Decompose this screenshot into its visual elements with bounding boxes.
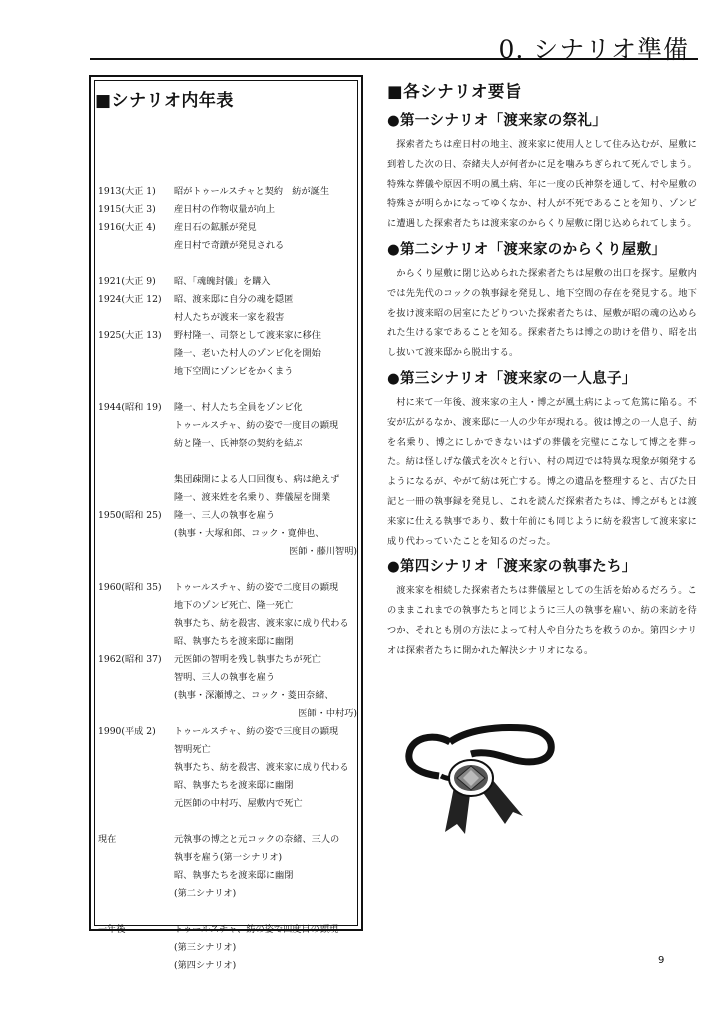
scenario-body: からくり屋敷に閉じ込められた探索者たちは屋敷の出口を探す。屋敷内では先先代のコックの執事録を発見し、地下空間の存在を発見する。地下を抜け渡来昭の居室にたどりついた探索者たちは、屋敷が昭の魂の込められた生ける家であることを知る。探索者たちは博之の助けを借り、昭を出し抜いて渡来邸から脱出する。 xyxy=(387,267,697,359)
timeline-row xyxy=(98,363,357,381)
timeline-row xyxy=(98,201,357,219)
timeline-event: 隆一、渡来姓を名乗り、葬儀屋を開業 xyxy=(174,492,331,503)
timeline-row xyxy=(98,507,357,525)
scenario-body: 渡来家を相続した探索者たちは葬儀屋としての生活を始めるだろう。このままこれまでの執事たちと同じように三人の執事を雇い、紡の来訪を待つか、それとも別の方法によって村人や自分たちを救うのか。第四シナリオは探索者たちに開かれた解決シナリオになる。 xyxy=(387,585,697,656)
timeline-event: (執事・深瀬博之、コック・菱田奈緒、 xyxy=(174,690,334,701)
timeline-row xyxy=(98,741,357,759)
timeline-event: (第四シナリオ) xyxy=(174,960,237,971)
timeline-event: 元執事の博之と元コックの奈緒、三人の xyxy=(174,834,340,845)
timeline-row xyxy=(98,579,357,597)
timeline-date: 現在 xyxy=(98,834,117,845)
timeline-event: 昭、渡来邸に自分の魂を隠匿 xyxy=(174,294,294,305)
timeline-event: 医師・藤川智明) xyxy=(289,546,357,557)
timeline-event: (第二シナリオ) xyxy=(174,888,237,899)
timeline-date: 1962(昭和 37) xyxy=(98,654,162,665)
timeline-row xyxy=(98,345,357,363)
timeline-event: 智明、三人の執事を雇う xyxy=(174,672,276,683)
page-header-title: 0. シナリオ準備 xyxy=(498,35,689,64)
timeline-date: 1944(昭和 19) xyxy=(98,402,162,413)
timeline-row xyxy=(98,885,357,903)
timeline-row xyxy=(98,417,357,435)
timeline-event: 昭がトゥールスチャと契約 紡が誕生 xyxy=(174,186,330,197)
page-number: 9 xyxy=(658,955,665,966)
timeline-event: 執事を雇う(第一シナリオ) xyxy=(174,852,283,863)
timeline-event: 昭、執事たちを渡来邸に幽閉 xyxy=(174,870,294,881)
timeline-event: (執事・大塚和郎、コック・寛伸也、 xyxy=(174,528,325,539)
timeline-event: トゥールスチャ、紡の姿で二度目の顕現 xyxy=(174,582,339,593)
scenario-body: 探索者たちは産日村の地主、渡来家に使用人として住み込むが、屋敷に到着した次の日、奈緒夫人が何者かに足を噛みちぎられて死んでしまう。特殊な葬儀や原因不明の風土病、年に一度の氏神祭を通して、村や屋敷の特殊さが明らかになってゆくなか、村人が不死であることを知り、ゾンビに遭遇した探索者たちは渡来家のからくり屋敷に閉じ込められてしまう。 xyxy=(387,139,697,230)
timeline-row xyxy=(98,309,357,327)
timeline-row xyxy=(98,669,357,687)
timeline-row xyxy=(98,921,357,939)
scenario-2 xyxy=(387,239,697,363)
timeline-row xyxy=(98,777,357,795)
timeline-event: 昭、執事たちを渡来邸に幽閉 xyxy=(174,780,294,791)
timeline-event: 元医師の智明を残し執事たちが死亡 xyxy=(174,654,321,665)
timeline-event: (第三シナリオ) xyxy=(174,942,237,953)
summary-title: ■各シナリオ要旨 xyxy=(387,82,522,101)
timeline-event: 村人たちが渡来一家を殺害 xyxy=(174,312,285,323)
scenario-3 xyxy=(387,368,697,551)
timeline-row xyxy=(98,471,357,489)
timeline-date: 一年後 xyxy=(98,924,126,935)
timeline-event: 隆一、三人の執事を雇う xyxy=(174,510,276,521)
timeline-row xyxy=(98,957,357,975)
scenario-title: ●第四シナリオ「渡来家の執事たち」 xyxy=(387,558,637,576)
timeline-row xyxy=(98,687,357,705)
timeline-event: 紡と隆一、氏神祭の契約を結ぶ xyxy=(174,438,303,449)
timeline-date: 1921(大正 9) xyxy=(98,276,156,287)
timeline-row xyxy=(98,543,357,561)
timeline-row xyxy=(98,489,357,507)
timeline-row xyxy=(98,435,357,453)
timeline-event: 昭、執事たちを渡来邸に幽閉 xyxy=(174,636,294,647)
timeline-row xyxy=(98,831,357,849)
timeline-row xyxy=(98,867,357,885)
timeline-date: 1960(昭和 35) xyxy=(98,582,162,593)
timeline-row xyxy=(98,633,357,651)
scenario-title: ●第一シナリオ「渡来家の祭礼」 xyxy=(387,112,608,129)
timeline-event: トゥールスチャ、紡の姿で四度目の顕現 xyxy=(174,924,339,935)
timeline-date: 1916(大正 4) xyxy=(98,222,156,233)
timeline-date: 1915(大正 3) xyxy=(98,204,156,215)
timeline-event: 智明死亡 xyxy=(174,744,211,755)
timeline-event: 産日村で奇蹟が発見される xyxy=(174,240,285,251)
timeline-event: 産日石の鉱脈が発見 xyxy=(174,222,257,233)
timeline-row xyxy=(98,597,357,615)
timeline-row xyxy=(98,525,357,543)
timeline-event: 野村隆一、司祭として渡来家に移住 xyxy=(174,330,321,341)
timeline-row xyxy=(98,705,357,723)
timeline-event: トゥールスチャ、紡の姿で一度目の顕現 xyxy=(174,420,339,431)
timeline-event: 隆一、老いた村人のゾンビ化を開始 xyxy=(174,348,321,359)
timeline-event: 産日村の作物収量が向上 xyxy=(174,204,276,215)
timeline-date: 1990(平成 2) xyxy=(98,726,156,737)
scenario-title: ●第二シナリオ「渡来家のからくり屋敷」 xyxy=(387,240,667,258)
timeline-box xyxy=(89,75,363,971)
timeline-date: 1950(昭和 25) xyxy=(98,510,162,521)
timeline-row xyxy=(98,615,357,633)
timeline-title: ■シナリオ内年表 xyxy=(95,91,234,111)
timeline-row xyxy=(98,399,357,417)
timeline-row xyxy=(98,723,357,741)
timeline-row xyxy=(98,849,357,867)
timeline-event: トゥールスチャ、紡の姿で三度目の顕現 xyxy=(174,726,339,737)
scenario-1 xyxy=(387,110,697,234)
timeline-row xyxy=(98,795,357,813)
scenario-title: ●第三シナリオ「渡来家の一人息子」 xyxy=(387,369,637,387)
timeline-event: 執事たち、紡を殺害、渡来家に成り代わる xyxy=(174,762,349,773)
timeline-row xyxy=(98,939,357,957)
summary-column xyxy=(387,78,697,666)
timeline-event: 執事たち、紡を殺害、渡来家に成り代わる xyxy=(174,618,349,629)
timeline-row xyxy=(98,237,357,255)
timeline-date: 1924(大正 12) xyxy=(98,294,162,305)
timeline-event: 元医師の中村巧、屋敷内で死亡 xyxy=(174,798,303,809)
timeline-date: 1913(大正 1) xyxy=(98,186,156,197)
timeline-row xyxy=(98,273,357,291)
timeline-row xyxy=(98,183,357,201)
timeline-row xyxy=(98,759,357,777)
timeline-row xyxy=(98,219,357,237)
timeline-event: 地下のゾンビ死亡、隆一死亡 xyxy=(174,600,294,611)
timeline-row xyxy=(98,291,357,309)
timeline-event: 地下空間にゾンビをかくまう xyxy=(174,366,294,377)
timeline-event: 集団疎開による人口回復も、病は絶えず xyxy=(174,474,340,485)
timeline-row xyxy=(98,327,357,345)
timeline-event: 隆一、村人たち全員をゾンビ化 xyxy=(174,402,303,413)
timeline-event: 昭、「魂魄封儀」を購入 xyxy=(174,276,271,287)
timeline-date: 1925(大正 13) xyxy=(98,330,162,341)
header-rule xyxy=(90,58,698,60)
ribbon-brooch-illustration xyxy=(405,720,555,840)
scenario-body: 村に来て一年後、渡来家の主人・博之が風土病によって危篤に陥る。不安が広がるなか、渡来邸に一人の少年が現れる。彼は博之の一人息子、紡を名乗り、博之にしかできないはずの葬儀を完璧にこなして博之を葬った。紡は怪しげな儀式を次々と行い、村の周辺では特異な現象が頻発するようになるが、やがて紡は死亡する。博之の遺品を整理すると、古びた日記と一冊の執事録を発見し、これを読んだ探索者たちは、博之がもとは渡来家に仕える執事であり、数十年前にも同じように紡を殺害して渡来家に成り代わっていたことを知るのだった。 xyxy=(387,396,697,547)
scenario-4 xyxy=(387,556,697,660)
timeline-event: 医師・中村巧) xyxy=(298,708,357,719)
timeline-row xyxy=(98,651,357,669)
